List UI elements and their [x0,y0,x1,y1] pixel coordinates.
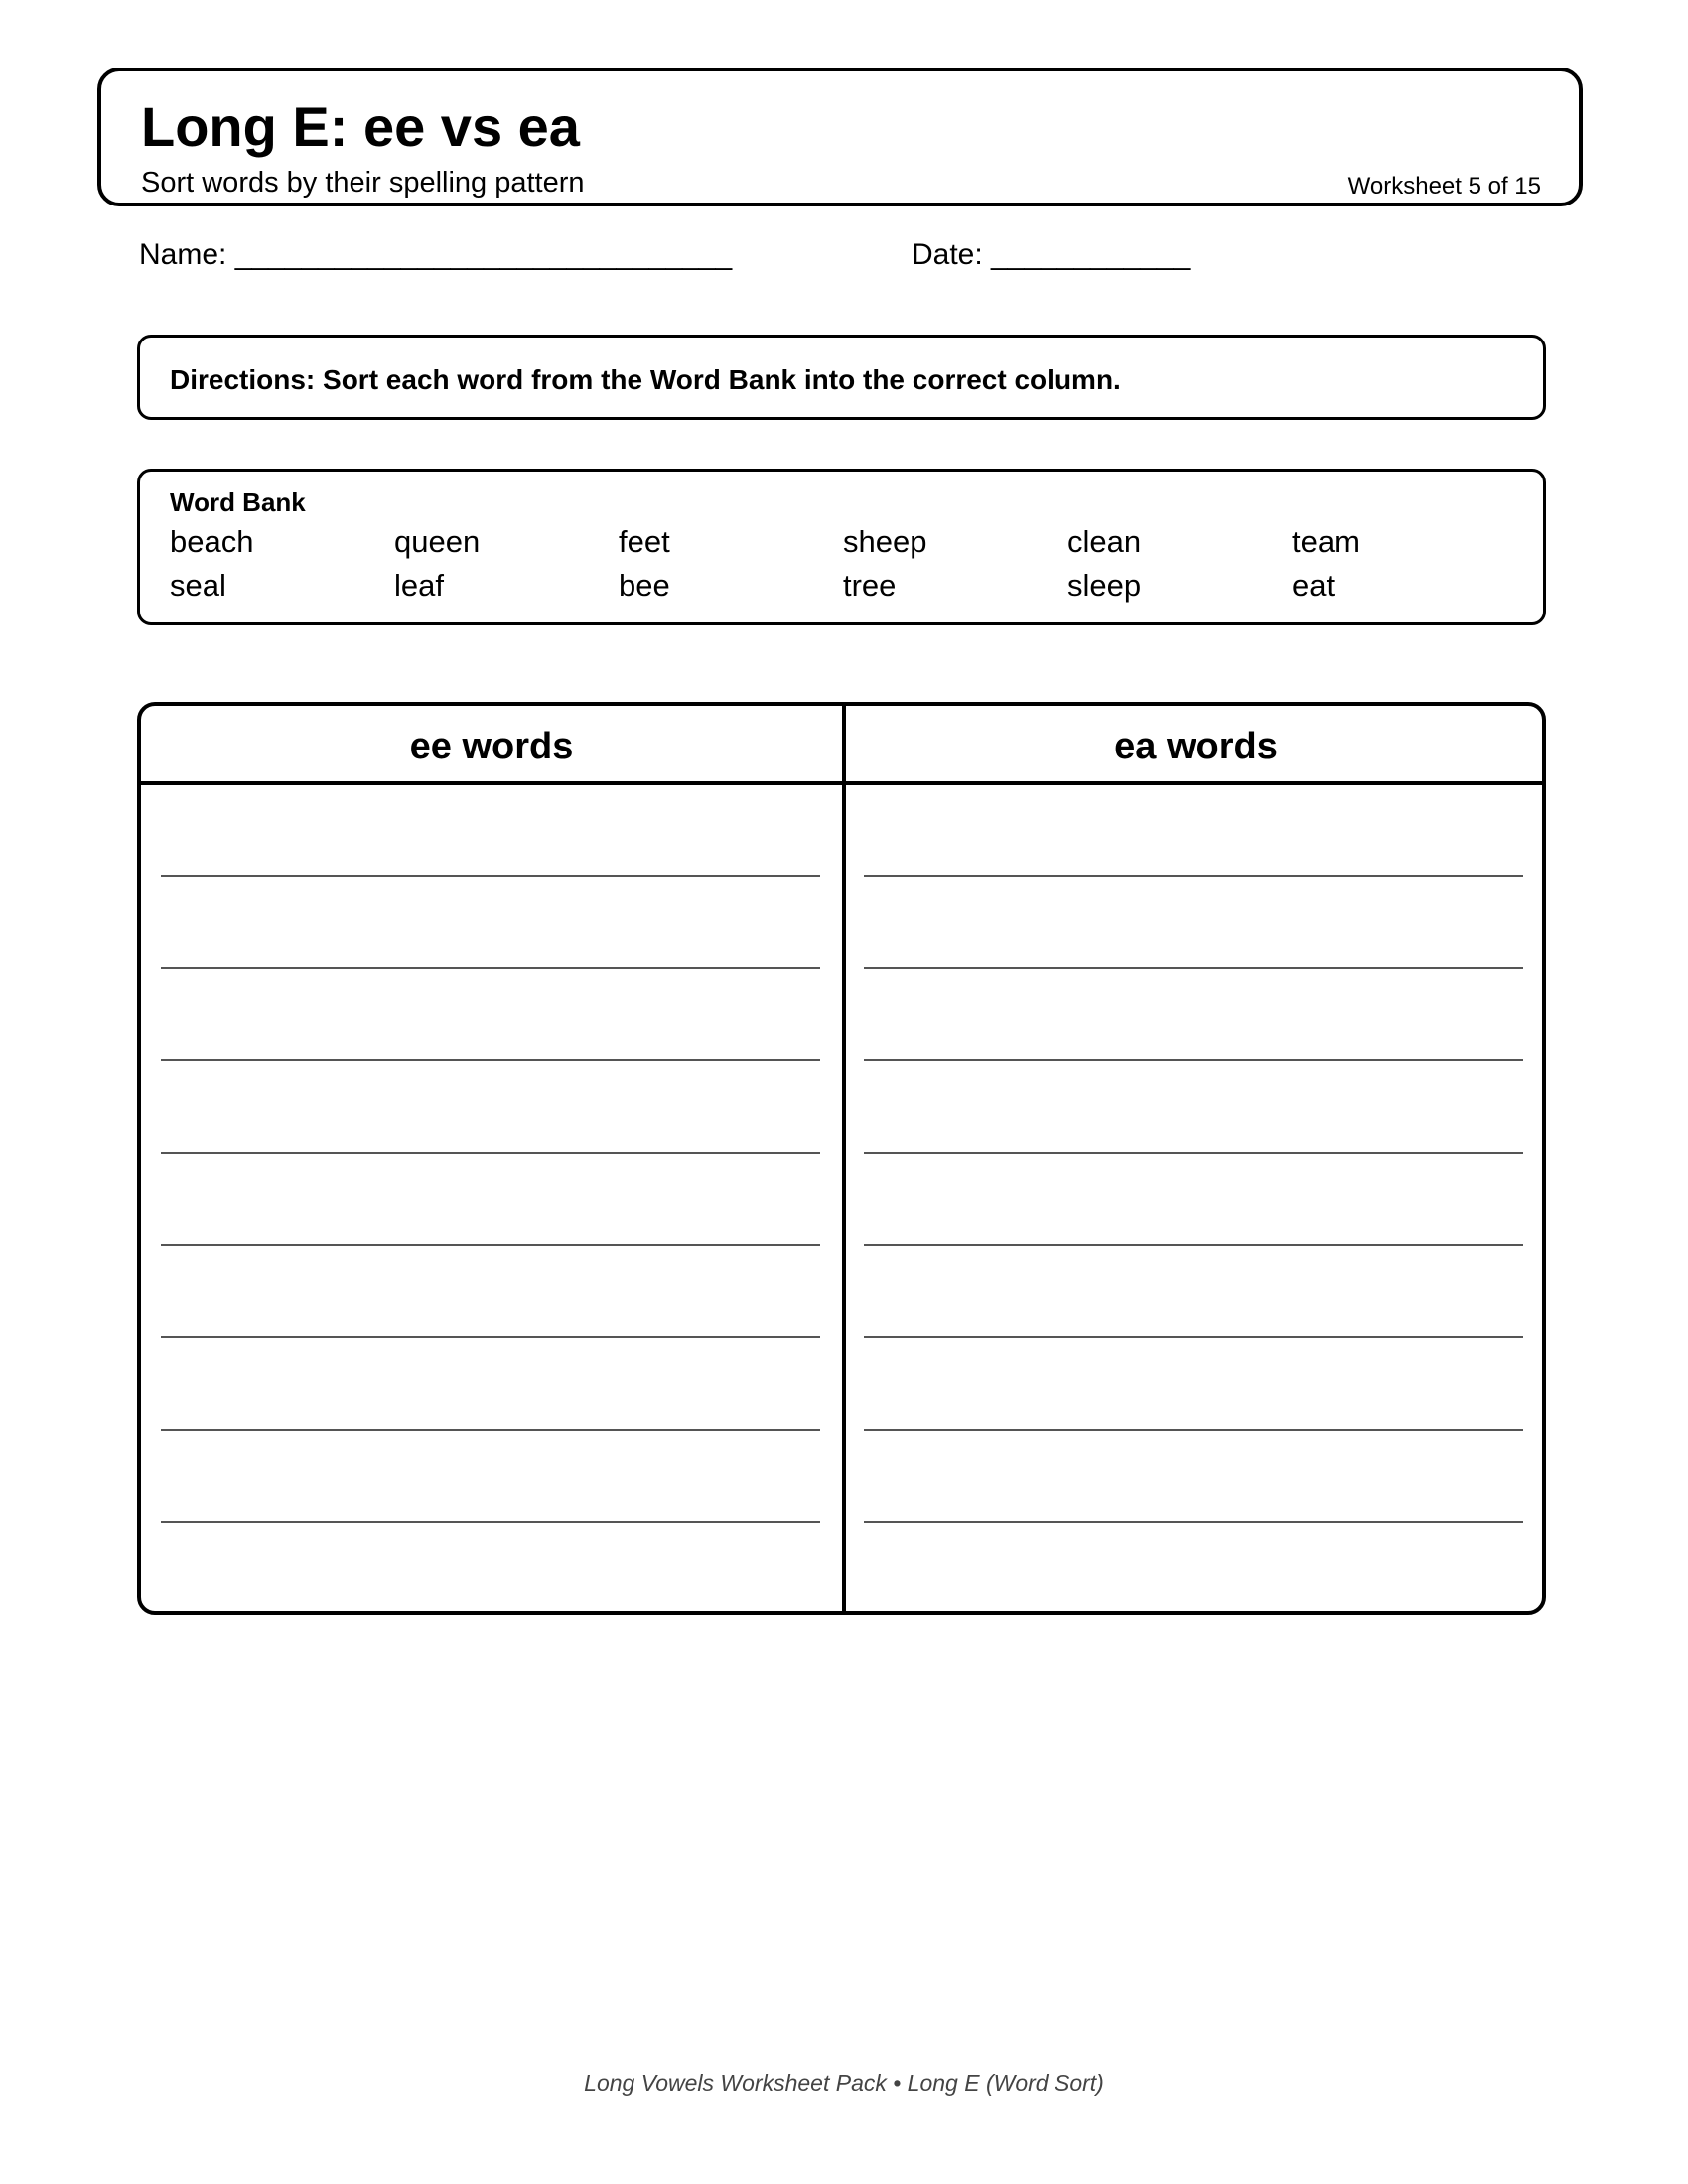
ea-write-line[interactable] [864,875,1523,877]
worksheet-number: Worksheet 5 of 15 [1347,173,1541,200]
word-bank-word: seal [170,568,226,603]
date-field[interactable]: Date: ____________ [912,238,1191,271]
header-box [97,68,1583,206]
ee-write-line[interactable] [161,967,820,969]
word-bank-word: tree [843,568,897,603]
ea-write-line[interactable] [864,1152,1523,1154]
ee-write-line[interactable] [161,1152,820,1154]
ea-write-line[interactable] [864,967,1523,969]
word-bank-word: bee [619,568,670,603]
ea-write-line[interactable] [864,1521,1523,1523]
ee-write-line[interactable] [161,1244,820,1246]
sort-table [137,702,1546,1615]
word-bank-word: feet [619,524,670,559]
word-bank-word: sleep [1067,568,1142,603]
name-field[interactable]: Name: ______________________________ [139,238,733,271]
ea-write-line[interactable] [864,1336,1523,1338]
directions-text: Directions: Sort each word from the Word Bank into the correct column. [170,364,1121,395]
ee-column-header: ee words [409,726,574,767]
ee-write-line[interactable] [161,1336,820,1338]
word-bank-word: beach [170,524,254,559]
directions-box [137,335,1546,420]
word-bank-word: clean [1067,524,1142,559]
word-bank-word: eat [1292,568,1336,603]
word-bank-word: sheep [843,524,927,559]
word-bank-word: team [1292,524,1360,559]
word-bank-word: queen [394,524,481,559]
page-footer: Long Vowels Worksheet Pack • Long E (Word Sort) [584,2070,1104,2096]
ea-write-line[interactable] [864,1059,1523,1061]
ee-write-line[interactable] [161,1521,820,1523]
ee-write-line[interactable] [161,875,820,877]
ea-write-line[interactable] [864,1429,1523,1431]
ee-write-line[interactable] [161,1429,820,1431]
page-title: Long E: ee vs ea [141,95,580,158]
column-divider [842,706,846,1611]
ee-write-line[interactable] [161,1059,820,1061]
word-bank-word: leaf [394,568,444,603]
word-bank-grid [170,525,1516,613]
ea-write-line[interactable] [864,1244,1523,1246]
word-bank [137,469,1546,625]
word-bank-label: Word Bank [170,487,306,517]
ea-column-header: ea words [1114,726,1278,767]
page-subtitle: Sort words by their spelling pattern [141,167,585,199]
